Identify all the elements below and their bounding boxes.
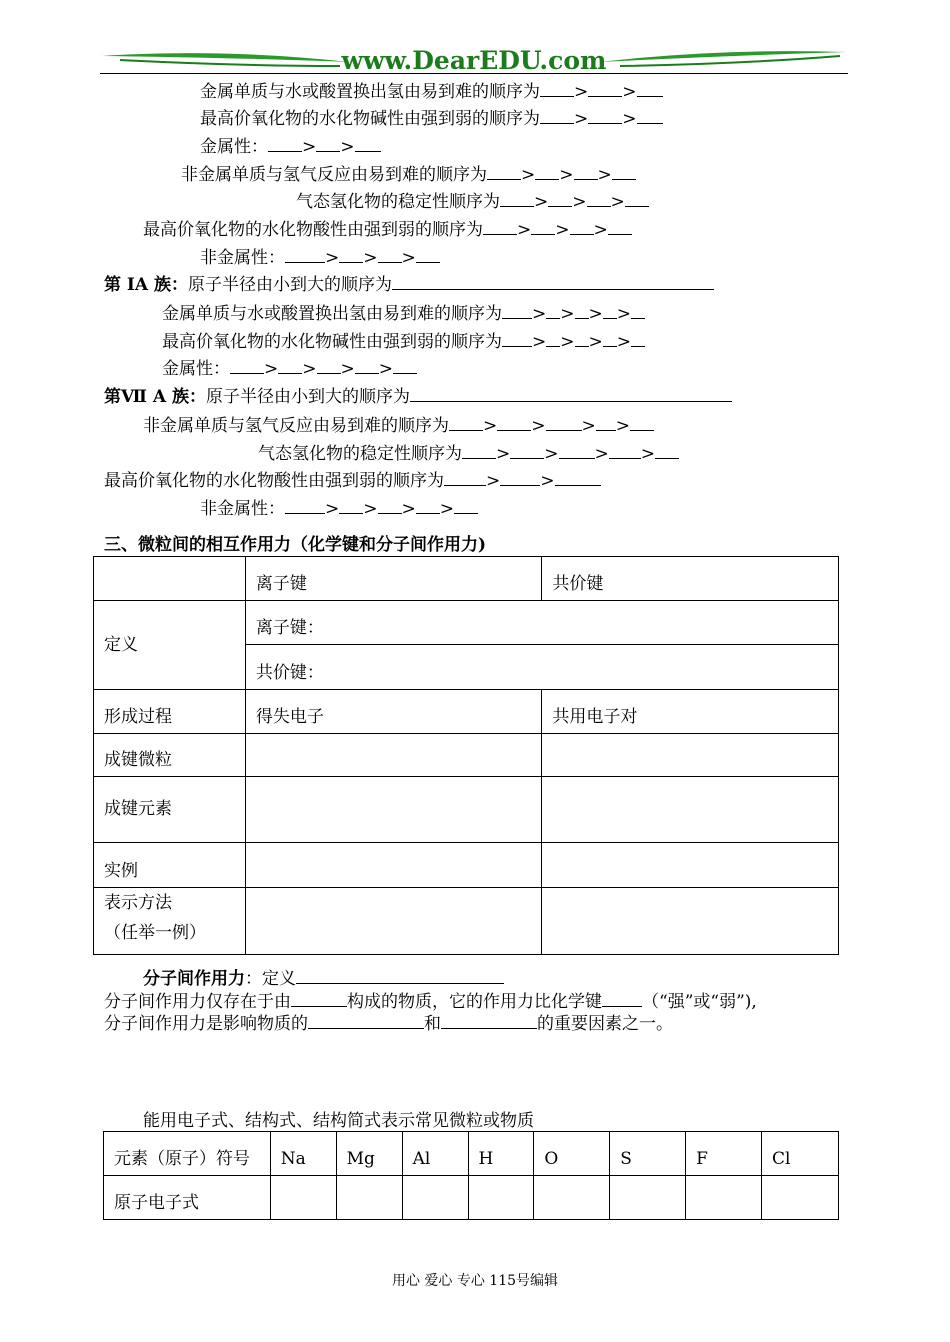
intermolecular-def-line bbox=[143, 967, 504, 990]
answer-cell[interactable] bbox=[402, 1176, 468, 1220]
gt-sign: > bbox=[560, 304, 575, 324]
blank[interactable] bbox=[609, 442, 641, 459]
text: 的重要因素之一。 bbox=[537, 1014, 673, 1034]
blank[interactable] bbox=[285, 497, 325, 514]
answer-cell[interactable] bbox=[686, 1176, 762, 1220]
gt-sign: > bbox=[559, 165, 574, 185]
electron-table bbox=[103, 1131, 839, 1220]
page-footer: 用心 爱心 专心 115号编辑 bbox=[391, 1273, 559, 1289]
gt-sign: > bbox=[622, 82, 637, 102]
blank[interactable] bbox=[416, 246, 440, 263]
blank[interactable] bbox=[587, 190, 611, 207]
answer-cell[interactable] bbox=[610, 1176, 686, 1220]
trend-text: 最高价氧化物的水化物碱性由强到弱的顺序为 bbox=[162, 332, 502, 352]
element-symbol: O bbox=[534, 1132, 610, 1176]
gt-sign: > bbox=[340, 137, 355, 157]
blank[interactable] bbox=[535, 163, 559, 180]
blank[interactable] bbox=[603, 302, 617, 319]
answer-cell[interactable] bbox=[542, 777, 839, 843]
intermolecular-line bbox=[104, 990, 757, 1013]
gt-sign: > bbox=[574, 109, 589, 129]
blank[interactable] bbox=[596, 414, 616, 431]
trend-text: 气态氢化物的稳定性顺序为 bbox=[296, 192, 500, 212]
trend-text: 金属性： bbox=[162, 359, 230, 379]
trend-text: 非金属性： bbox=[200, 248, 285, 268]
text: 构成的物质，它的作用力比化学键 bbox=[347, 992, 602, 1012]
blank[interactable] bbox=[441, 1012, 537, 1029]
blank[interactable] bbox=[602, 990, 642, 1007]
blank[interactable] bbox=[502, 302, 532, 319]
blank[interactable] bbox=[454, 497, 478, 514]
blank[interactable] bbox=[574, 163, 598, 180]
blank[interactable] bbox=[296, 967, 504, 984]
trend-text: 最高价氧化物的水化物酸性由强到弱的顺序为 bbox=[104, 471, 444, 491]
blank[interactable] bbox=[378, 497, 402, 514]
gt-sign: > bbox=[439, 499, 454, 519]
blank[interactable] bbox=[546, 330, 560, 347]
gt-sign: > bbox=[534, 192, 549, 212]
gt-sign: > bbox=[560, 332, 575, 352]
blank[interactable] bbox=[502, 330, 532, 347]
blank[interactable] bbox=[416, 497, 440, 514]
gt-sign: > bbox=[574, 82, 589, 102]
gt-sign: > bbox=[378, 359, 393, 379]
row-label: 定义 bbox=[94, 601, 246, 690]
blank[interactable] bbox=[268, 135, 302, 152]
element-symbol: Na bbox=[270, 1132, 336, 1176]
gt-sign: > bbox=[302, 137, 317, 157]
row-label bbox=[94, 888, 246, 955]
trend-line bbox=[181, 163, 636, 186]
trend-line bbox=[143, 414, 654, 437]
trend-text: 原子半径由小到大的顺序为 bbox=[205, 387, 410, 407]
row-label: 实例 bbox=[94, 843, 246, 888]
section-subtitle: 能用电子式、结构式、结构简式表示常见微粒或物质 bbox=[143, 1111, 534, 1131]
answer-cell[interactable] bbox=[336, 1176, 402, 1220]
gt-sign: > bbox=[496, 444, 511, 464]
trend-text: 非金属单质与氢气反应由易到难的顺序为 bbox=[181, 165, 487, 185]
table-cell: 共用电子对 bbox=[542, 690, 839, 734]
site-url: www.DearEDU.com bbox=[341, 46, 607, 75]
trend-line bbox=[162, 330, 645, 353]
trend-line bbox=[200, 135, 381, 158]
gt-sign: > bbox=[540, 471, 555, 491]
trend-line bbox=[200, 80, 663, 103]
gt-sign: > bbox=[616, 332, 631, 352]
row-label-line: （任举一例） bbox=[104, 923, 206, 943]
blank[interactable] bbox=[500, 190, 534, 207]
blank[interactable] bbox=[559, 442, 595, 459]
answer-cell[interactable] bbox=[245, 843, 542, 888]
blank[interactable] bbox=[393, 357, 417, 374]
trend-line bbox=[104, 469, 601, 492]
gt-sign: > bbox=[363, 499, 378, 519]
trend-line bbox=[200, 107, 663, 130]
gt-sign: > bbox=[588, 332, 603, 352]
blank[interactable] bbox=[603, 330, 617, 347]
trend-text: 最高价氧化物的水化物碱性由强到弱的顺序为 bbox=[200, 109, 540, 129]
gt-sign: > bbox=[640, 444, 655, 464]
blank[interactable] bbox=[637, 80, 663, 97]
element-symbol: S bbox=[610, 1132, 686, 1176]
definition-cell[interactable]: 共价键： bbox=[245, 645, 838, 690]
gt-sign: > bbox=[325, 248, 340, 268]
trend-line bbox=[296, 190, 649, 213]
gt-sign: > bbox=[532, 304, 547, 324]
answer-cell[interactable] bbox=[245, 888, 542, 955]
element-symbol: H bbox=[468, 1132, 534, 1176]
row-label: 原子电子式 bbox=[104, 1176, 271, 1220]
blank[interactable] bbox=[531, 218, 555, 235]
blank[interactable] bbox=[444, 469, 486, 486]
gt-sign: > bbox=[264, 359, 279, 379]
intermolecular-label: 分子间作用力 bbox=[143, 969, 245, 989]
blank[interactable] bbox=[555, 469, 601, 486]
element-symbol: F bbox=[686, 1132, 762, 1176]
answer-cell[interactable] bbox=[270, 1176, 336, 1220]
gt-sign: > bbox=[401, 499, 416, 519]
blank[interactable] bbox=[510, 442, 544, 459]
blank[interactable] bbox=[570, 218, 594, 235]
blank[interactable] bbox=[355, 135, 381, 152]
gt-sign: > bbox=[572, 192, 587, 212]
header-rule bbox=[100, 73, 848, 74]
blank[interactable] bbox=[608, 218, 632, 235]
gt-sign: > bbox=[597, 165, 612, 185]
gt-sign: > bbox=[594, 444, 609, 464]
blank[interactable] bbox=[230, 357, 264, 374]
blank[interactable] bbox=[483, 218, 517, 235]
trend-text: 金属性： bbox=[200, 137, 268, 157]
blank[interactable] bbox=[317, 357, 341, 374]
group-viia-label: 第Ⅶ A 族： bbox=[104, 387, 206, 407]
row-label: 成键元素 bbox=[94, 777, 246, 843]
blank[interactable] bbox=[449, 414, 483, 431]
gt-sign: > bbox=[521, 165, 536, 185]
blank[interactable] bbox=[285, 246, 325, 263]
blank[interactable] bbox=[378, 246, 402, 263]
gt-sign: > bbox=[531, 416, 546, 436]
gt-sign: > bbox=[610, 192, 625, 212]
blank[interactable] bbox=[500, 469, 540, 486]
gt-sign: > bbox=[593, 220, 608, 240]
trend-text: 金属单质与水或酸置换出氢由易到难的顺序为 bbox=[162, 304, 502, 324]
table-corner-cell bbox=[94, 557, 246, 601]
gt-sign: > bbox=[401, 248, 416, 268]
answer-cell[interactable] bbox=[534, 1176, 610, 1220]
element-symbol: Al bbox=[402, 1132, 468, 1176]
gt-sign: > bbox=[325, 499, 340, 519]
gt-sign: > bbox=[616, 304, 631, 324]
gt-sign: > bbox=[615, 416, 630, 436]
trend-line bbox=[162, 357, 417, 380]
row-label-line: 表示方法 bbox=[104, 893, 172, 913]
trend-text: 气态氢化物的稳定性顺序为 bbox=[258, 444, 462, 464]
blank[interactable] bbox=[630, 414, 654, 431]
blank[interactable] bbox=[410, 385, 732, 402]
blank[interactable] bbox=[316, 135, 340, 152]
trend-line bbox=[258, 442, 679, 465]
answer-cell[interactable] bbox=[468, 1176, 534, 1220]
blank[interactable] bbox=[540, 80, 574, 97]
blank[interactable] bbox=[546, 414, 582, 431]
trend-text: 最高价氧化物的水化物酸性由强到弱的顺序为 bbox=[143, 220, 483, 240]
text: （“强”或“弱”), bbox=[642, 992, 757, 1012]
blank[interactable] bbox=[339, 497, 363, 514]
element-symbol: Mg bbox=[336, 1132, 402, 1176]
text: 和 bbox=[424, 1014, 441, 1034]
blank[interactable] bbox=[540, 107, 574, 124]
blank[interactable] bbox=[575, 330, 589, 347]
group-ia-line bbox=[104, 273, 714, 296]
answer-cell[interactable] bbox=[245, 777, 542, 843]
def-text: ：定义 bbox=[245, 969, 296, 989]
element-symbol: Cl bbox=[762, 1132, 839, 1176]
gt-sign: > bbox=[302, 359, 317, 379]
group-ia-label: 第 IA 族： bbox=[104, 275, 188, 295]
gt-sign: > bbox=[544, 444, 559, 464]
trend-line bbox=[143, 218, 632, 241]
trend-text: 原子半径由小到大的顺序为 bbox=[187, 275, 392, 295]
gt-sign: > bbox=[555, 220, 570, 240]
gt-sign: > bbox=[532, 332, 547, 352]
blank[interactable] bbox=[625, 190, 649, 207]
blank[interactable] bbox=[462, 442, 496, 459]
row-label: 成键微粒 bbox=[94, 734, 246, 777]
blank[interactable] bbox=[588, 80, 622, 97]
blank[interactable] bbox=[588, 107, 622, 124]
text: 分子间作用力是影响物质的 bbox=[104, 1014, 308, 1034]
gt-sign: > bbox=[622, 109, 637, 129]
trend-line bbox=[200, 246, 440, 269]
row-label: 元素（原子）符号 bbox=[104, 1132, 271, 1176]
blank[interactable] bbox=[612, 163, 636, 180]
trend-text: 非金属单质与氢气反应由易到难的顺序为 bbox=[143, 416, 449, 436]
blank[interactable] bbox=[631, 302, 645, 319]
gt-sign: > bbox=[588, 304, 603, 324]
gt-sign: > bbox=[517, 220, 532, 240]
gt-sign: > bbox=[363, 248, 378, 268]
blank[interactable] bbox=[548, 190, 572, 207]
trend-line bbox=[162, 302, 645, 325]
gt-sign: > bbox=[581, 416, 596, 436]
blank[interactable] bbox=[575, 302, 589, 319]
answer-cell[interactable] bbox=[762, 1176, 839, 1220]
answer-cell[interactable] bbox=[542, 734, 839, 777]
bond-table bbox=[93, 556, 839, 955]
blank[interactable] bbox=[497, 414, 531, 431]
trend-text: 非金属性： bbox=[200, 499, 285, 519]
group-viia-line bbox=[104, 385, 732, 408]
blank[interactable] bbox=[339, 246, 363, 263]
blank[interactable] bbox=[637, 107, 663, 124]
blank[interactable] bbox=[278, 357, 302, 374]
blank[interactable] bbox=[392, 273, 714, 290]
blank[interactable] bbox=[655, 442, 679, 459]
trend-line bbox=[200, 497, 478, 520]
table-cell: 得失电子 bbox=[245, 690, 542, 734]
definition-cell[interactable]: 离子键： bbox=[245, 601, 838, 645]
blank[interactable] bbox=[631, 330, 645, 347]
trend-text: 金属单质与水或酸置换出氢由易到难的顺序为 bbox=[200, 82, 540, 102]
intermolecular-line bbox=[104, 1012, 673, 1035]
column-header: 离子键 bbox=[245, 557, 542, 601]
blank[interactable] bbox=[546, 302, 560, 319]
blank[interactable] bbox=[308, 1012, 424, 1029]
row-label: 形成过程 bbox=[94, 690, 246, 734]
blank[interactable] bbox=[487, 163, 521, 180]
text: 分子间作用力仅存在于由 bbox=[104, 992, 291, 1012]
gt-sign: > bbox=[483, 416, 498, 436]
answer-cell[interactable] bbox=[542, 843, 839, 888]
gt-sign: > bbox=[340, 359, 355, 379]
answer-cell[interactable] bbox=[542, 888, 839, 955]
column-header: 共价键 bbox=[542, 557, 839, 601]
section-title: 三、微粒间的相互作用力（化学键和分子间作用力) bbox=[104, 535, 487, 555]
blank[interactable] bbox=[291, 990, 347, 1007]
blank[interactable] bbox=[355, 357, 379, 374]
gt-sign: > bbox=[486, 471, 501, 491]
answer-cell[interactable] bbox=[245, 734, 542, 777]
